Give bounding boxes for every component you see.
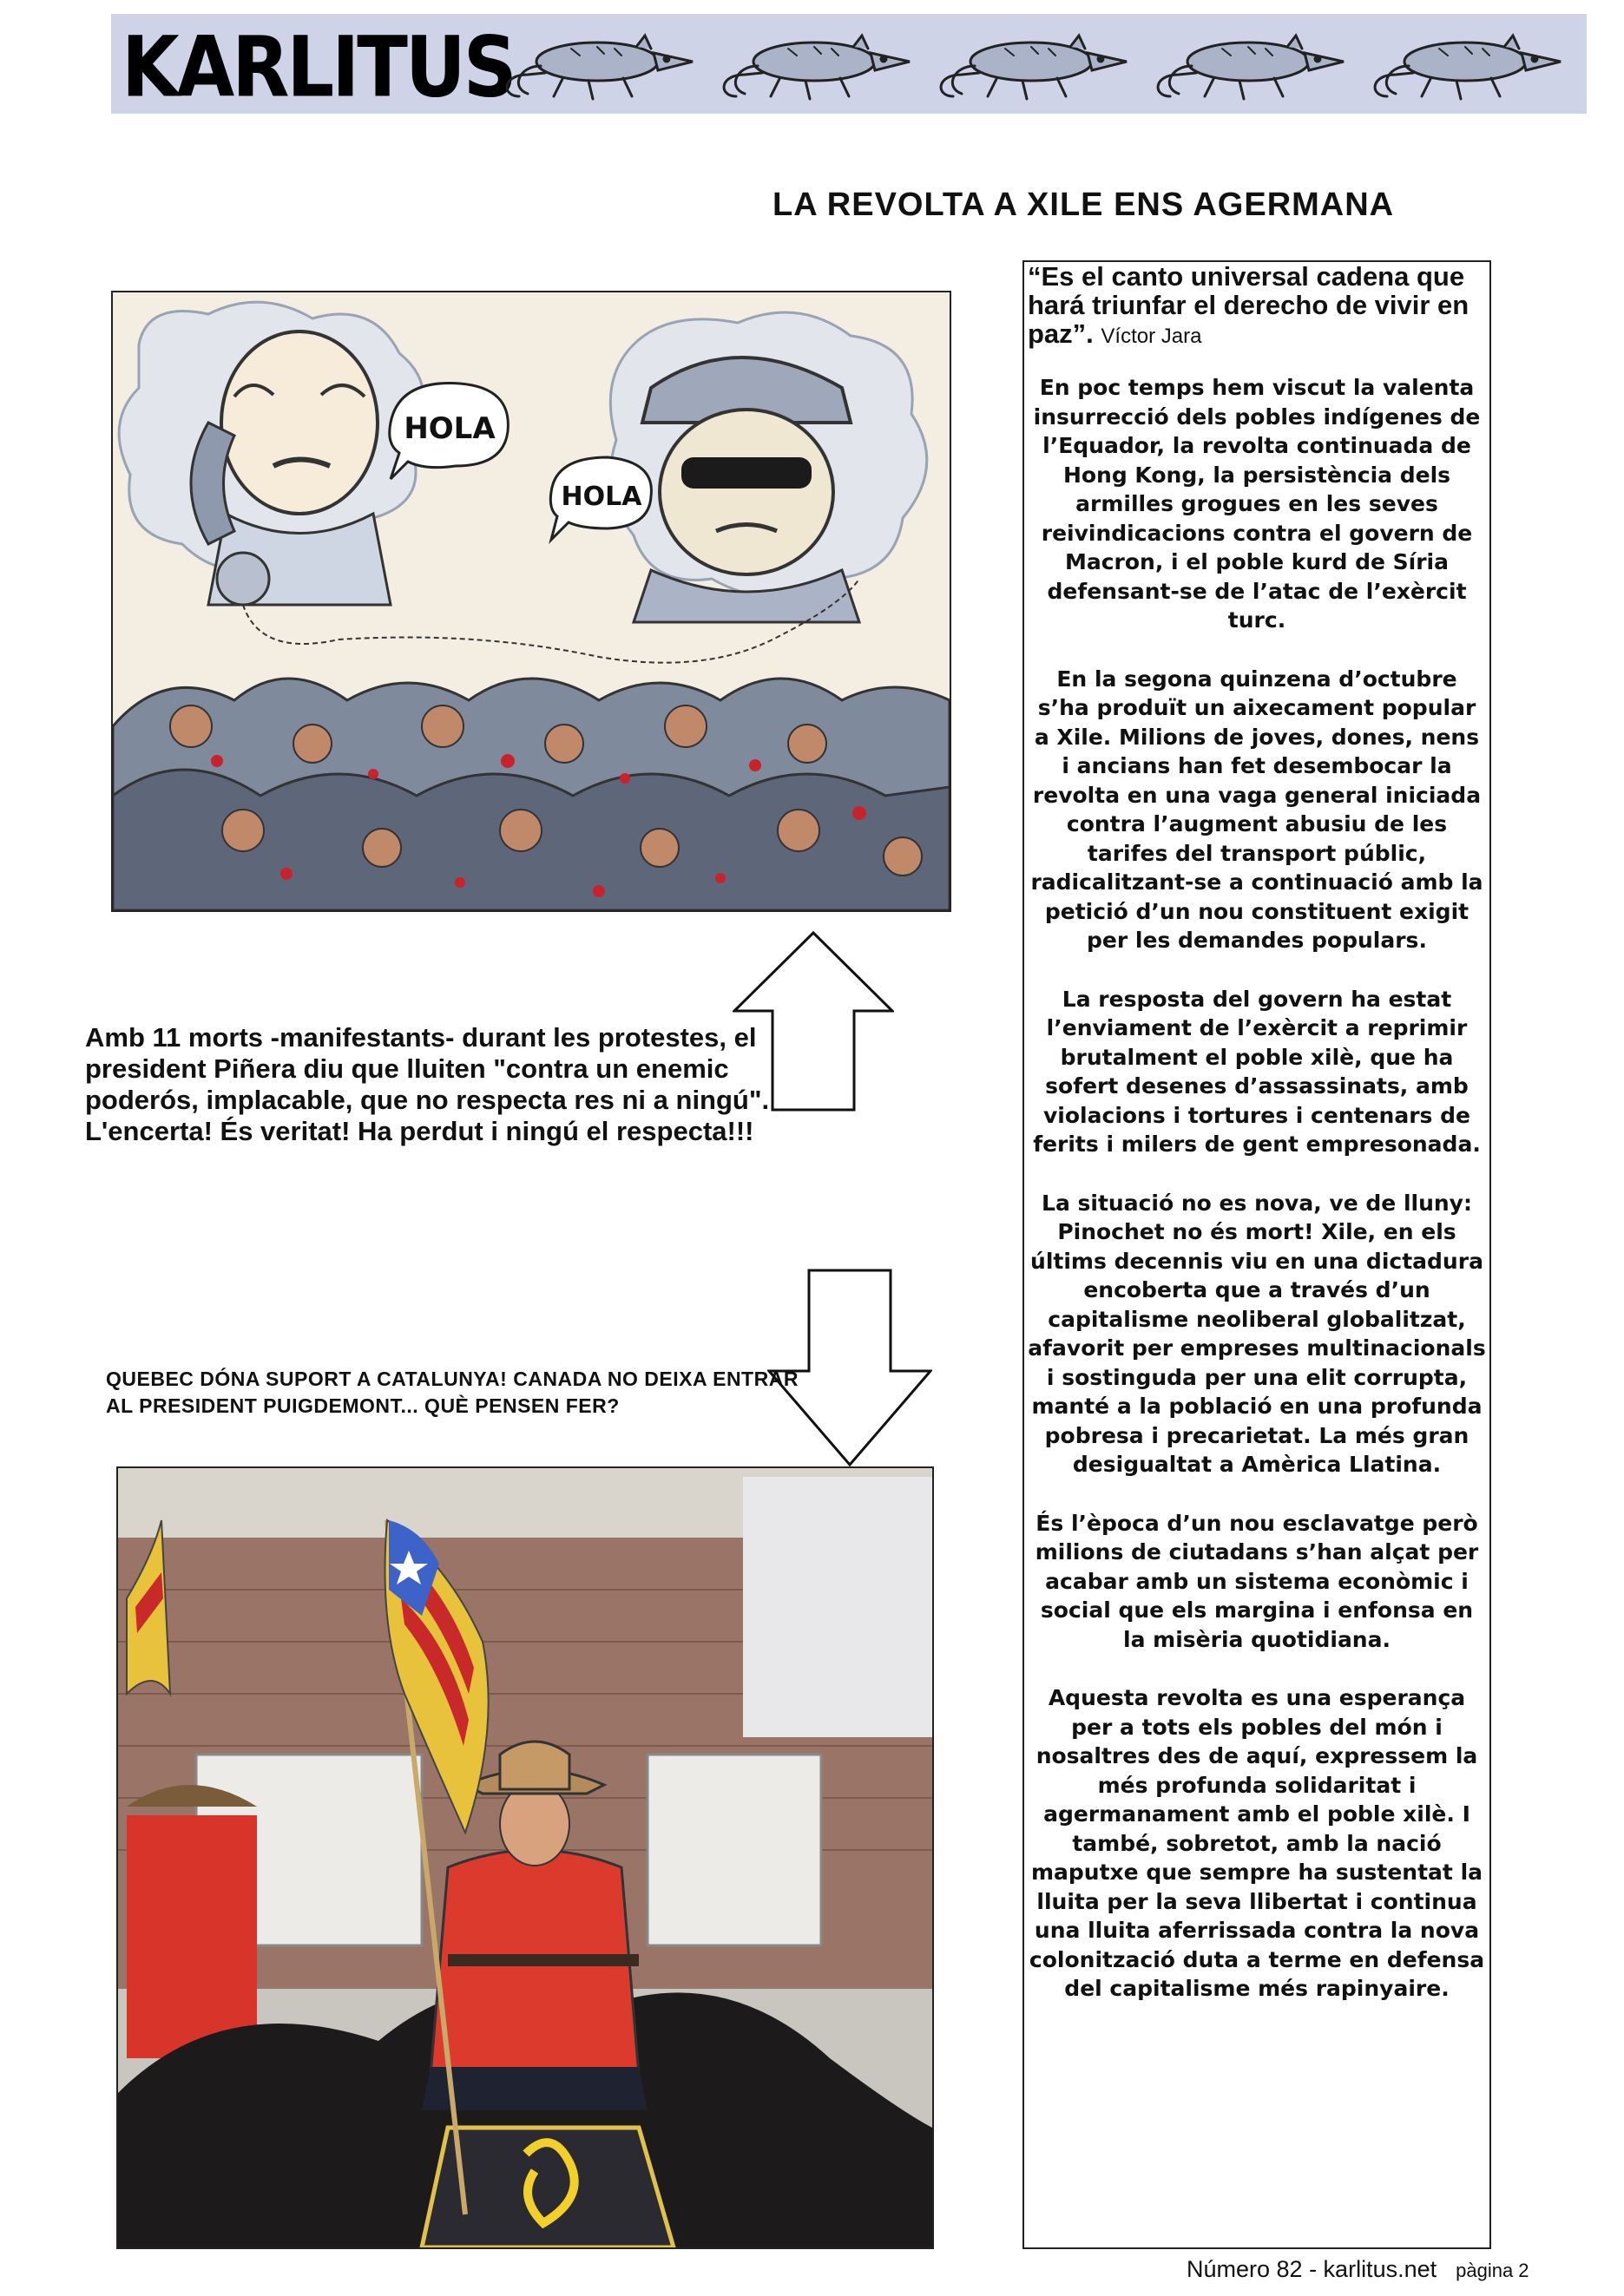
article-paragraph: En poc temps hem viscut la valenta insurrecció dels pobles indígenes de l’Equador, la revolta continuada de Hong Kong, la persistència dels armilles grogues en les seves reivindicacions contra el govern de Macron, i el poble kurd de Síria defensant-se de l’atac de l’exèrcit turc. [1033,375,1481,633]
article-paragraph: En la segona quinzena d’octubre s’ha produït un aixecament popular a Xile. Milions de joves, dones, nens i ancians han fet desembocar la revolta en una vaga general iniciada contra l’augment abusiu de les tarifes del transport públic, radicalitzant-se a continuació amb la petició d’un nou constituent exigit per les demandes populars. [1030,666,1483,953]
bubble-left-text: HOLA [404,411,496,446]
article-paragraph: La situació no es nova, ve de lluny: Pinochet no és mort! Xile, en els últims decennis viu en una dictadura encoberta que a través d’un capitalisme neoliberal globalitzat, afavorit per empreses multinacionals i sostinguda per una elit corrupta, manté a la població en una profunda pobresa i precarietat. La més gran desigualtat a Amèrica Llatina. [1028,1190,1486,1477]
mounties-illustration [118,1468,932,2247]
caption-line: president Piñera diu que lluiten "contra un enemic [85,1053,729,1084]
article-paragraph: Aquesta revolta es una esperança per a tots els pobles del món i nosaltres des de aquí, expressem la més profunda solidaritat i agermanament amb el poble xilè. I també, sobretot, amb la nació maputxe que sempre ha sustentat la lluita per la seva llibertat i continua una lluita aferrissada contra la nova colonització duta a terme en defensa del capitalisme més rapinyaire. [1029,1685,1485,2001]
quebec-heading [106,1366,974,1420]
article-column [1022,260,1491,2249]
issue-label: Número 82 - karlitus.net [1187,2256,1437,2282]
brand-logo: KARLITUS [122,19,515,114]
quebec-heading-line: QUEBEC DÓNA SUPORT A CATALUNYA! CANADA NO DEIXA ENTRAR [106,1368,799,1390]
page-number: pàgina 2 [1456,2260,1529,2281]
cartoon-illustration [113,292,950,910]
quote-author: Víctor Jara [1101,325,1202,348]
cartoon-caption [85,1022,875,1147]
quebec-heading-line: AL PRESIDENT PUIGDEMONT... QUÈ PENSEN FER? [106,1394,620,1417]
mounties-photo [116,1466,934,2249]
article-paragraph: És l’època d’un nou esclavatge però milions de ciutadans s’han alçat per acabar amb un sistema econòmic i social que els margina i enfonsa en la misèria quotidiana. [1035,1510,1479,1652]
article-paragraph: La resposta del govern ha estat l’enviament de l’exèrcit a reprimir brutalment el poble xilè, que ha sofert desenes d’assassinats, amb violacions i tortures i centenars de ferits i milers de gent empresonada. [1033,986,1481,1157]
rats-banner-illustration [493,14,1587,114]
quote-text: “Es el canto universal cadena que hará triunfar el derecho de vivir en paz”. [1028,261,1469,349]
caption-line: poderós, implacable, que no respecta res ni a ningú". [85,1085,770,1115]
masthead [111,14,1587,114]
bubble-right-text: HOLA [561,482,642,512]
page-footer [1187,2256,1529,2283]
article-quote [1028,262,1486,351]
caption-line: L'encerta! És veritat! Ha perdut i ningú el respecta!!! [85,1116,754,1146]
cartoon-top [111,291,951,912]
headline: LA REVOLTA A XILE ENS AGERMANA [773,187,1395,223]
caption-line: Amb 11 morts -manifestants- durant les protestes, el [85,1022,757,1053]
